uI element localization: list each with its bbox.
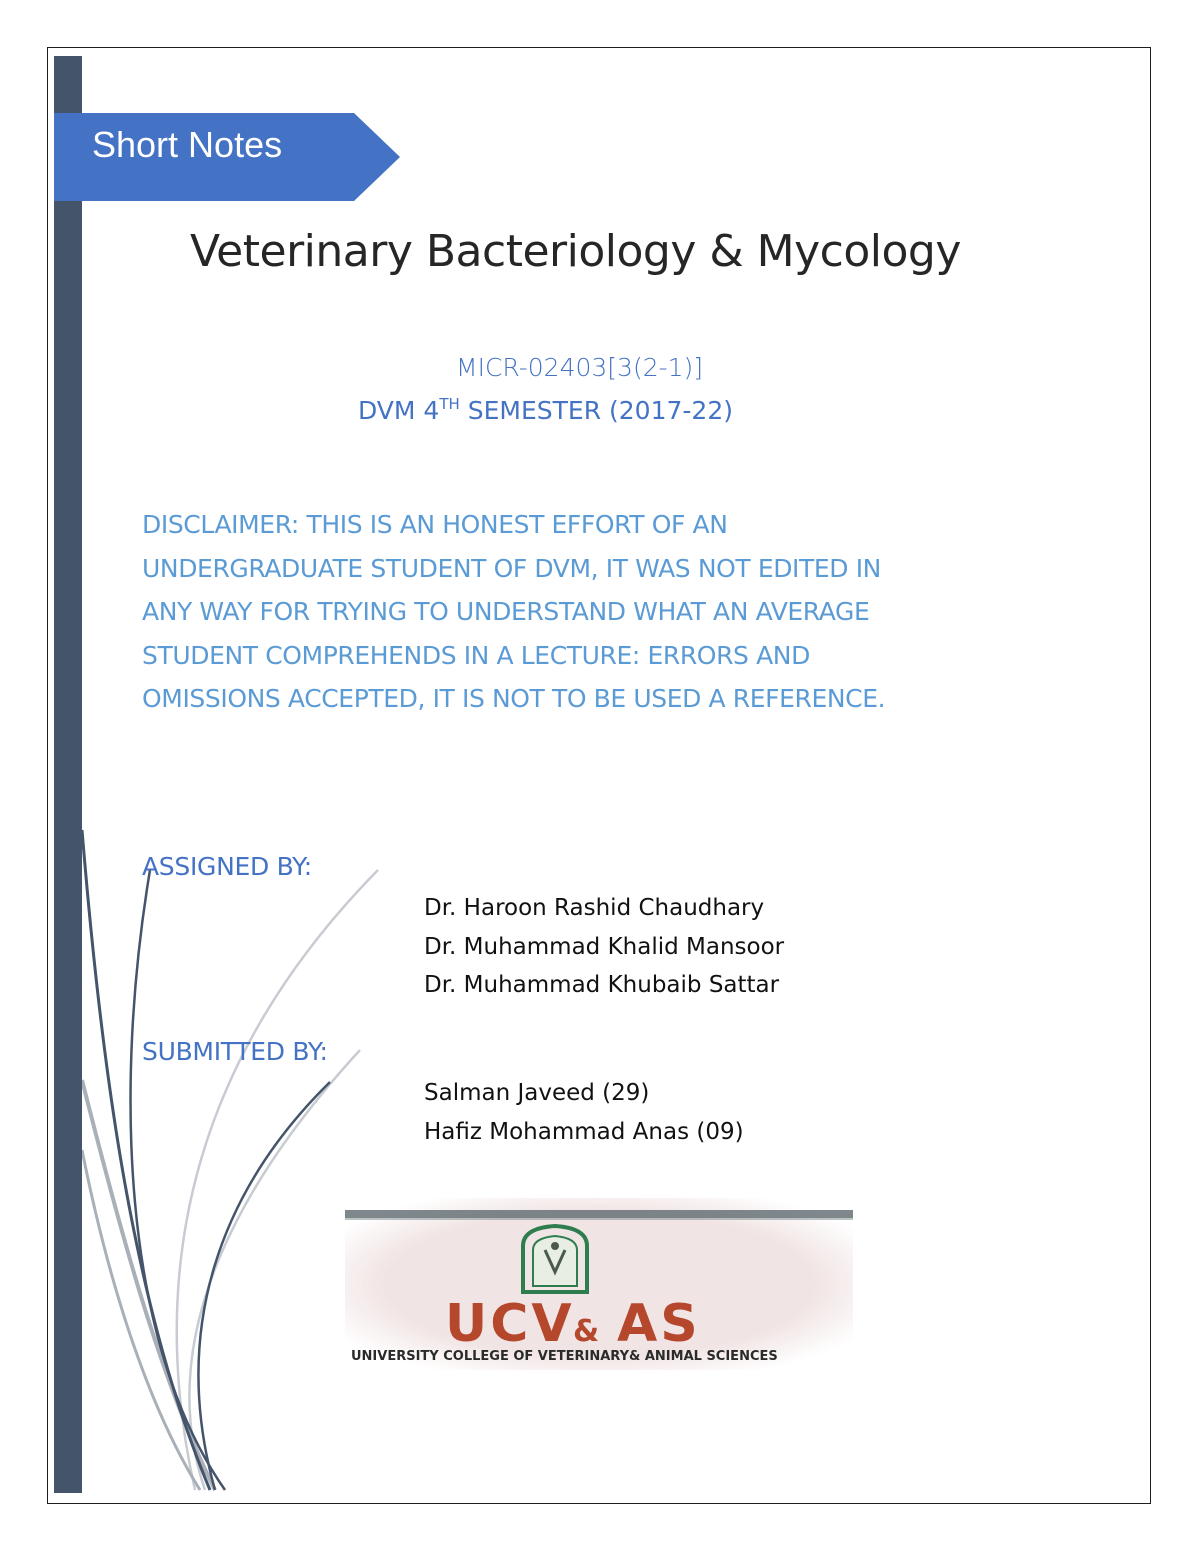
course-code: MICR-02403[3(2-1)] [456,353,704,382]
disclaimer-line: DISCLAIMER: THIS IS AN HONEST EFFORT OF AN [142,510,728,539]
svg-text:UCV: UCV [445,1294,575,1354]
semester-superscript: TH [439,395,460,413]
disclaimer-line: ANY WAY FOR TRYING TO UNDERSTAND WHAT AN AVERAGE [142,597,870,626]
submitted-by-names [424,1074,744,1151]
assigned-by-names [424,889,784,1005]
tab-label: Short Notes [92,124,283,165]
submitted-by-heading: SUBMITTED BY: [142,1037,328,1066]
svg-text:AS: AS [617,1294,701,1354]
disclaimer [142,503,1032,721]
semester-suffix: SEMESTER (2017-22) [459,396,733,425]
assigner-name: Dr. Muhammad Khubaib Sattar [424,972,780,998]
disclaimer-line: OMISSIONS ACCEPTED, IT IS NOT TO BE USED A REFERENCE. [142,684,886,713]
disclaimer-line: STUDENT COMPREHENDS IN A LECTURE: ERRORS AND [142,640,810,670]
assigner-name: Dr. Haroon Rashid Chaudhary [424,895,765,921]
submitter-name: Salman Javeed (29) [424,1080,650,1106]
submitter-name: Hafiz Mohammad Anas (09) [424,1118,744,1145]
side-bar [54,56,82,1493]
assigned-by-heading: ASSIGNED BY: [142,852,312,881]
semester [358,393,733,429]
svg-text:&: & [573,1314,600,1349]
svg-text:UNIVERSITY COLLEGE OF VETERINA: UNIVERSITY COLLEGE OF VETERINARY& ANIMAL SCIENCES [351,1349,778,1364]
college-logo [345,1198,853,1370]
semester-prefix: DVM 4 [358,396,440,425]
disclaimer-line: UNDERGRADUATE STUDENT OF DVM, IT WAS NOT EDITED IN [142,553,881,583]
document-title: Veterinary Bacteriology & Mycology [190,226,961,277]
assigner-name: Dr. Muhammad Khalid Mansoor [424,933,785,960]
